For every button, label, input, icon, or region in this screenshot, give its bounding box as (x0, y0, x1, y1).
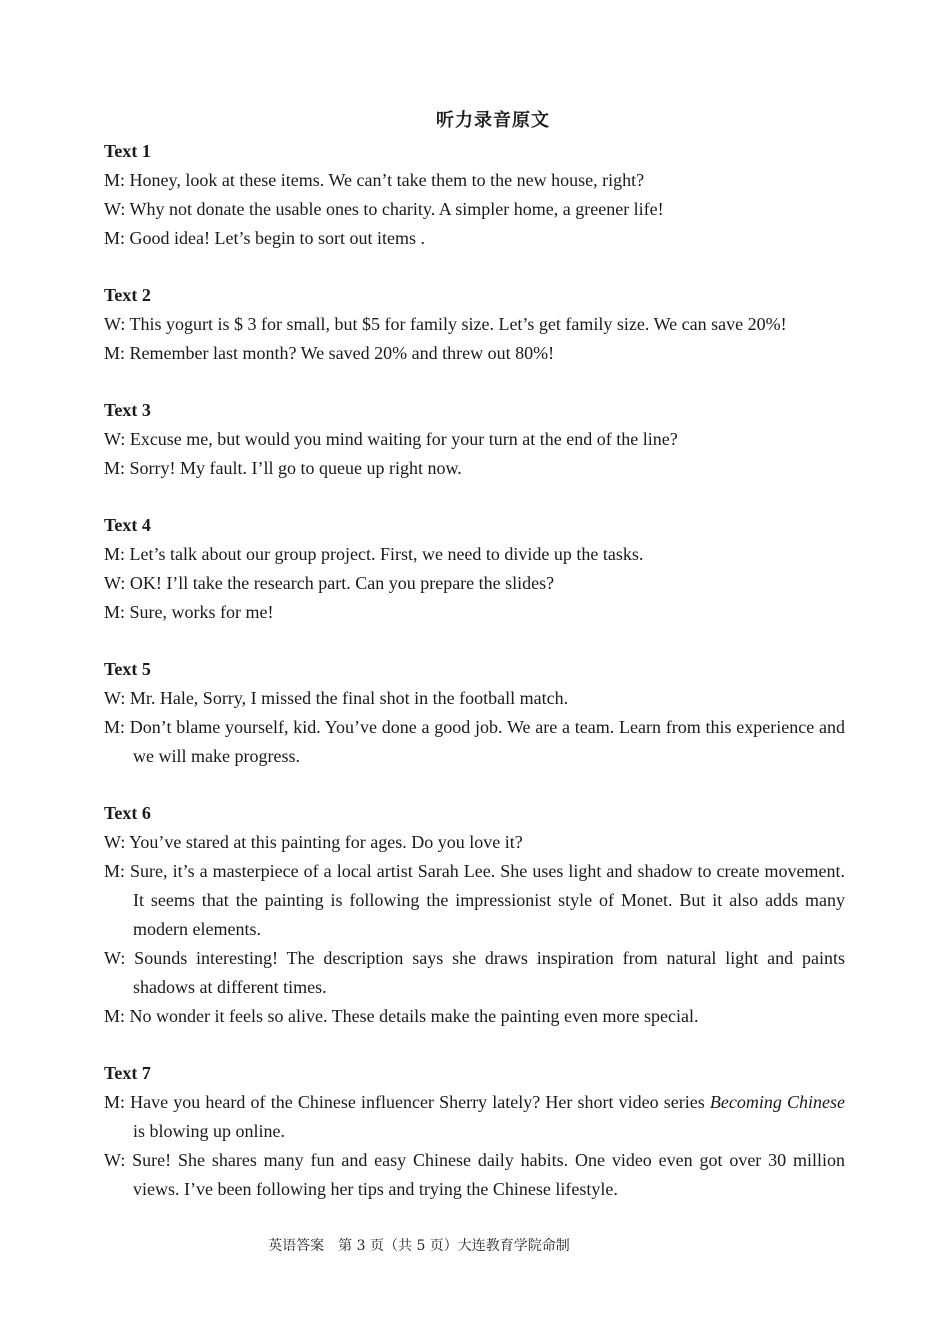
dialogue-line: W: Excuse me, but would you mind waiting for your turn at the end of the line? (104, 429, 678, 449)
dialogue-line: M: Remember last month? We saved 20% and threw out 80%! (104, 343, 555, 363)
dialogue-line: M: Honey, look at these items. We can’t take them to the new house, right? (104, 170, 645, 190)
dialogue-line: W: You’ve stared at this painting for ages. Do you love it? (104, 832, 523, 852)
dialogue-line: M: Let’s talk about our group project. First, we need to divide up the tasks. (104, 544, 644, 564)
section-text-3 (104, 396, 845, 483)
section-heading: Text 1 (104, 141, 151, 161)
dialogue-line: W: Sounds interesting! The description says she draws inspiration from natural light and paints shadows at different times. (104, 948, 845, 997)
section-text-4 (104, 511, 845, 627)
dialogue-line: M: Don’t blame yourself, kid. You’ve done a good job. We are a team. Learn from this experience and we will make progress. (104, 717, 845, 766)
section-text-7 (104, 1059, 845, 1204)
dialogue-text: M: Have you heard of the Chinese influencer Sherry lately? Her short video series (104, 1092, 710, 1112)
dialogue-line: W: OK! I’ll take the research part. Can you prepare the slides? (104, 573, 555, 593)
section-heading: Text 2 (104, 285, 151, 305)
dialogue-line: M: No wonder it feels so alive. These details make the painting even more special. (104, 1006, 699, 1026)
section-text-6 (104, 799, 845, 1031)
section-heading: Text 4 (104, 515, 151, 535)
dialogue-line: M: Sure, works for me! (104, 602, 274, 622)
dialogue-line: W: This yogurt is $ 3 for small, but $5 for family size. Let’s get family size. We can save 20%! (104, 314, 787, 334)
page-title: 听力录音原文 (436, 110, 550, 131)
section-heading: Text 5 (104, 659, 151, 679)
page-footer: 英语答案 第 3 页（共 5 页）大连教育学院命制 (268, 1238, 570, 1254)
dialogue-line: W: Sure! She shares many fun and easy Chinese daily habits. One video even got over 30 million views. I’ve been following her tips and trying the Chinese lifestyle. (104, 1150, 845, 1199)
section-heading: Text 7 (104, 1063, 151, 1083)
section-heading: Text 6 (104, 803, 151, 823)
dialogue-line: M: Sorry! My fault. I’ll go to queue up right now. (104, 458, 462, 478)
dialogue-line: W: Mr. Hale, Sorry, I missed the final shot in the football match. (104, 688, 569, 708)
dialogue-line (104, 1088, 845, 1146)
section-text-1 (104, 137, 845, 253)
section-text-5 (104, 655, 845, 771)
dialogue-line: M: Good idea! Let’s begin to sort out items . (104, 228, 425, 248)
section-text-2 (104, 281, 845, 368)
section-heading: Text 3 (104, 400, 151, 420)
video-series-title: Becoming Chinese (709, 1092, 845, 1112)
dialogue-line: W: Why not donate the usable ones to charity. A simpler home, a greener life! (104, 199, 664, 219)
transcript-body (104, 137, 845, 1232)
dialogue-line: M: Sure, it’s a masterpiece of a local artist Sarah Lee. She uses light and shadow to create movement. It seems that the painting is following the impressionist style of Monet. But it also adds many modern elements. (104, 861, 845, 939)
dialogue-text: is blowing up online. (133, 1121, 285, 1141)
